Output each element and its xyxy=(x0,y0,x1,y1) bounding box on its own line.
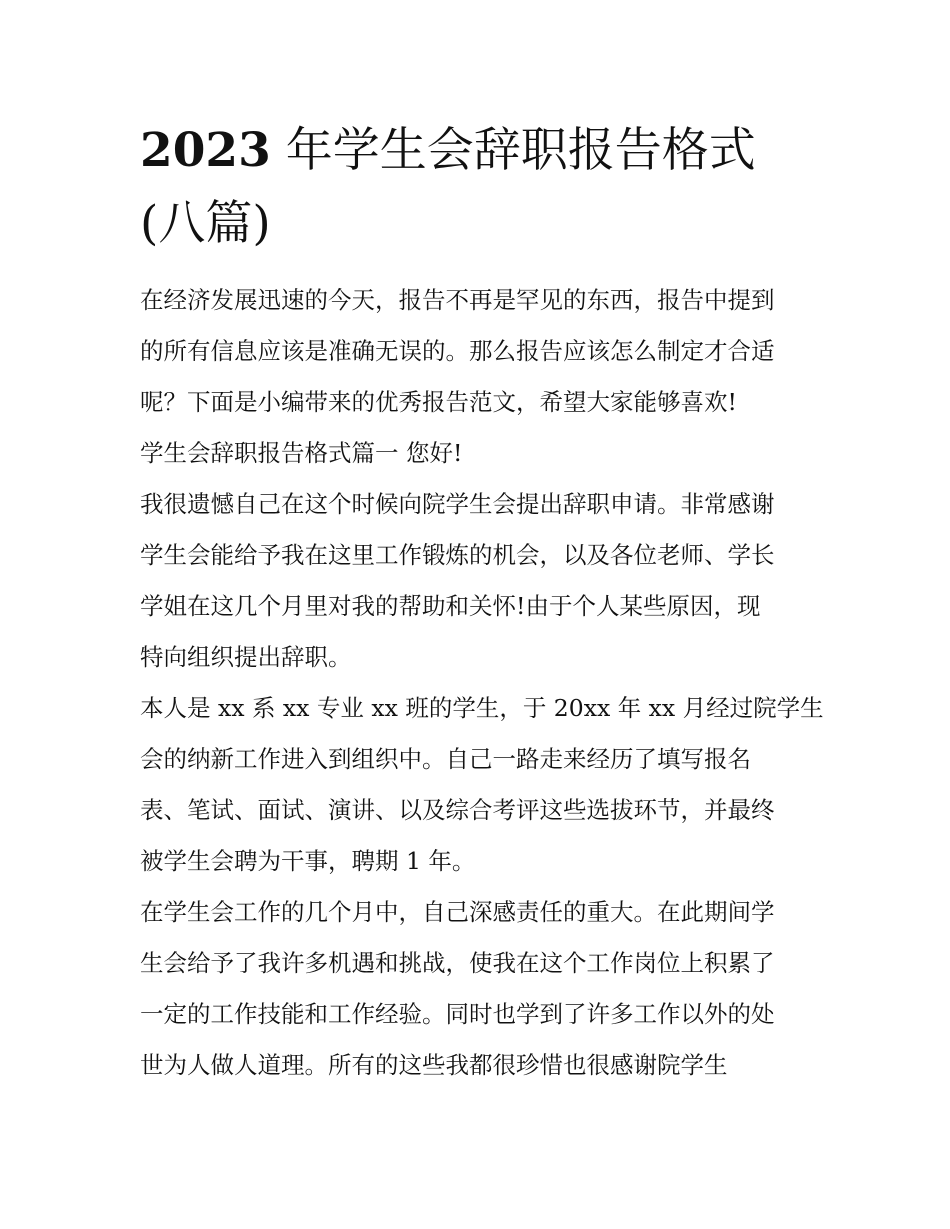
body-line: 学姐在这几个月里对我的帮助和关怀!由于个人某些原因，现 xyxy=(140,592,761,620)
body-line: 表、笔试、面试、演讲、以及综合考评这些选拔环节，并最终 xyxy=(140,796,775,824)
body-line: 一定的工作技能和工作经验。同时也学到了许多工作以外的处 xyxy=(140,1000,775,1028)
body-line: 世为人做人道理。所有的这些我都很珍惜也很感谢院学生 xyxy=(140,1051,728,1079)
body-line: 生会给予了我许多机遇和挑战，使我在这个工作岗位上积累了 xyxy=(140,949,775,977)
title-line2-text: (八篇) xyxy=(140,196,271,251)
body-line: 特向组织提出辞职。 xyxy=(140,643,352,671)
body-line: 学生会能给予我在这里工作锻炼的机会，以及各位老师、学长 xyxy=(140,541,775,569)
body-line: 的所有信息应该是准确无误的。那么报告应该怎么制定才合适 xyxy=(140,337,775,365)
body-line: 会的纳新工作进入到组织中。自己一路走来经历了填写报名 xyxy=(140,745,751,773)
body-line: 学生会辞职报告格式篇一 您好! xyxy=(140,439,463,467)
document-body xyxy=(140,275,824,1091)
title-line1-text: 年学生会辞职报告格式 xyxy=(270,123,756,178)
body-line: 被学生会聘为干事，聘期 1 年。 xyxy=(140,847,476,875)
title-year: 2023 xyxy=(140,123,271,178)
body-line: 在经济发展迅速的今天，报告不再是罕见的东西，报告中提到 xyxy=(140,286,775,314)
body-line: 呢？下面是小编带来的优秀报告范文，希望大家能够喜欢! xyxy=(140,388,737,416)
body-line: 本人是 xx 系 xx 专业 xx 班的学生，于 20xx 年 xx 月经过院学生 xyxy=(140,694,824,722)
document-title xyxy=(140,114,820,260)
body-line: 在学生会工作的几个月中，自己深感责任的重大。在此期间学 xyxy=(140,898,775,926)
body-line: 我很遗憾自己在这个时候向院学生会提出辞职申请。非常感谢 xyxy=(140,490,775,518)
